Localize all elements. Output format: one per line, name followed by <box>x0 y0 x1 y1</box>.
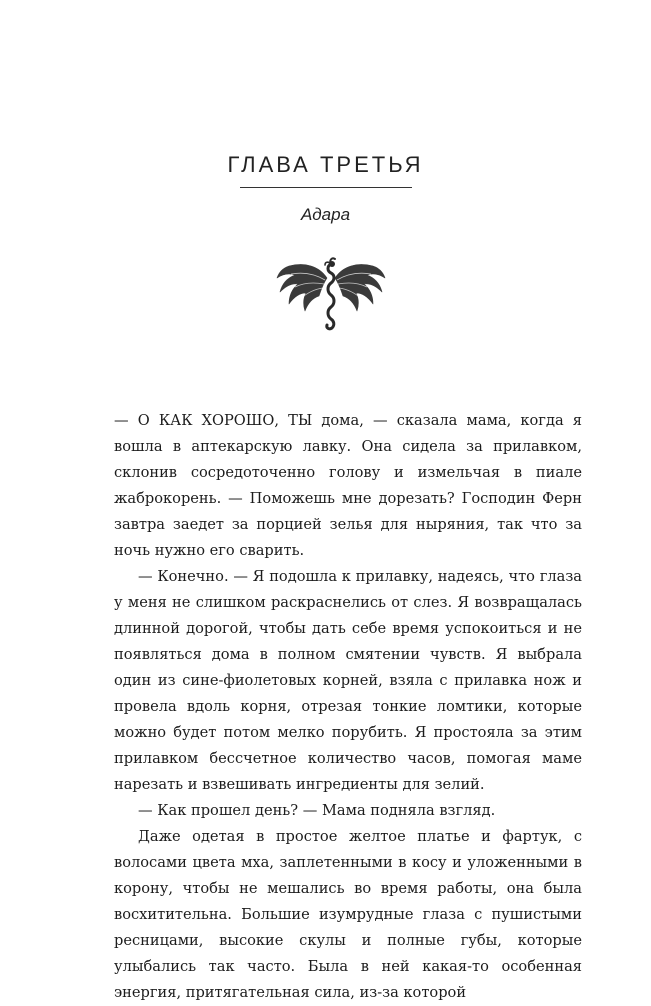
chapter-subtitle: Адара <box>300 205 351 224</box>
chapter-title: ГЛАВА ТРЕТЬЯ <box>227 152 424 177</box>
paragraph-1: — О КАК ХОРОШО, ТЫ дома, — сказала мама, когда я вошла в аптекарскую лавку. Она сидела за прилавком, склонив сосредоточенно голову и измельчая в пиале жаброкорень. — Поможешь мне дорезать? Господин Ферн завтра заедет за порцией зелья для ныряния, так что за ночь нужно его сварить. <box>114 412 582 559</box>
text-body <box>114 408 582 1006</box>
paragraph-3: — Как прошел день? — Мама подняла взгляд. <box>138 802 496 819</box>
dragon-emblem-icon <box>275 256 387 332</box>
paragraph-2: — Конечно. — Я подошла к прилавку, надеясь, что глаза у меня не слишком раскраснелись от слез. Я возвращалась длинной дорогой, чтобы дать себе время успокоиться и не появляться дома в полном смятении чувств. Я выбрала один из сине-фиолетовых корней, взяла с прилавка нож и провела вдоль корня, отрезая тонкие ломтики, которые можно будет потом мелко порубить. Я простояла за этим прилавком бессчетное количество часов, помогая маме нарезать и взвешивать ингредиенты для зелий. <box>114 568 582 793</box>
chapter-header <box>0 150 651 226</box>
paragraph-4: Даже одетая в простое желтое платье и фартук, с волосами цвета мха, заплетенными в косу и уложенными в корону, чтобы не мешались во время работы, она была восхитительна. Большие изумрудные глаза с пушистыми ресницами, высокие скулы и полные губы, которые улыбались так часто. Была в ней какая-то особенная энергия, притягательная сила, из-за которой <box>114 828 582 1001</box>
chapter-divider <box>240 187 412 188</box>
